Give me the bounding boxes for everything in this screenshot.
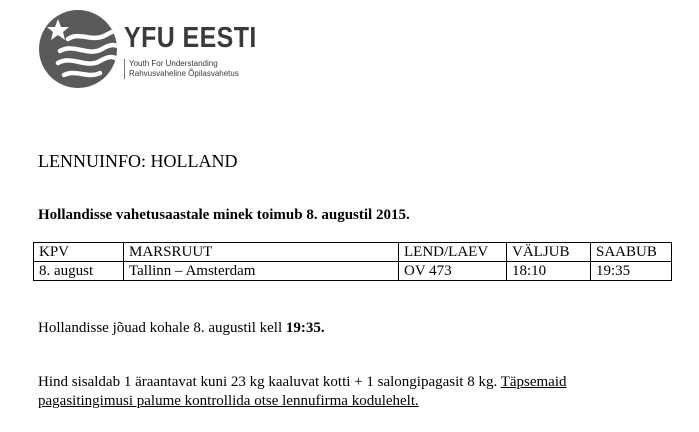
departure-statement: Hollandisse vahetusaastale minek toimub 8. augustil 2015. (38, 207, 410, 223)
header-route: MARSRUUT (124, 243, 399, 262)
baggage-terms-link[interactable]: Täpsemaid pagasitingimusi palume kontrollida otse lennufirma kodulehelt. (38, 374, 567, 409)
baggage-text: Hind sisaldab 1 äraantavat kuni 23 kg kaaluvat kotti + 1 salongipagasit 8 kg. (38, 374, 501, 390)
logo-tagline-line-2: Rahvusvaheline Õpilasvahetus (129, 69, 239, 78)
header-date: KPV (34, 243, 124, 262)
yfu-logo-emblem (38, 9, 118, 89)
flight-table (33, 242, 672, 281)
baggage-info (38, 373, 658, 411)
header-flight: LEND/LAEV (399, 243, 507, 262)
logo-tagline (124, 59, 239, 79)
arrival-statement (38, 319, 325, 337)
table-header-row (34, 243, 672, 262)
cell-departure: 18:10 (507, 262, 591, 281)
cell-route: Tallinn – Amsterdam (124, 262, 399, 281)
arrival-time: 19:35. (285, 320, 325, 336)
logo-name: YFU EESTI (124, 22, 257, 54)
cell-flight: OV 473 (399, 262, 507, 281)
header-arrival: SAABUB (591, 243, 672, 262)
page-title: LENNUINFO: HOLLAND (38, 151, 238, 171)
cell-arrival: 19:35 (591, 262, 672, 281)
cell-date: 8. august (34, 262, 124, 281)
arrival-text: Hollandisse jõuad kohale 8. augustil kell (38, 320, 286, 336)
logo-tagline-line-1: Youth For Understanding (129, 59, 218, 68)
header-departure: VÄLJUB (507, 243, 591, 262)
table-row (34, 262, 672, 281)
